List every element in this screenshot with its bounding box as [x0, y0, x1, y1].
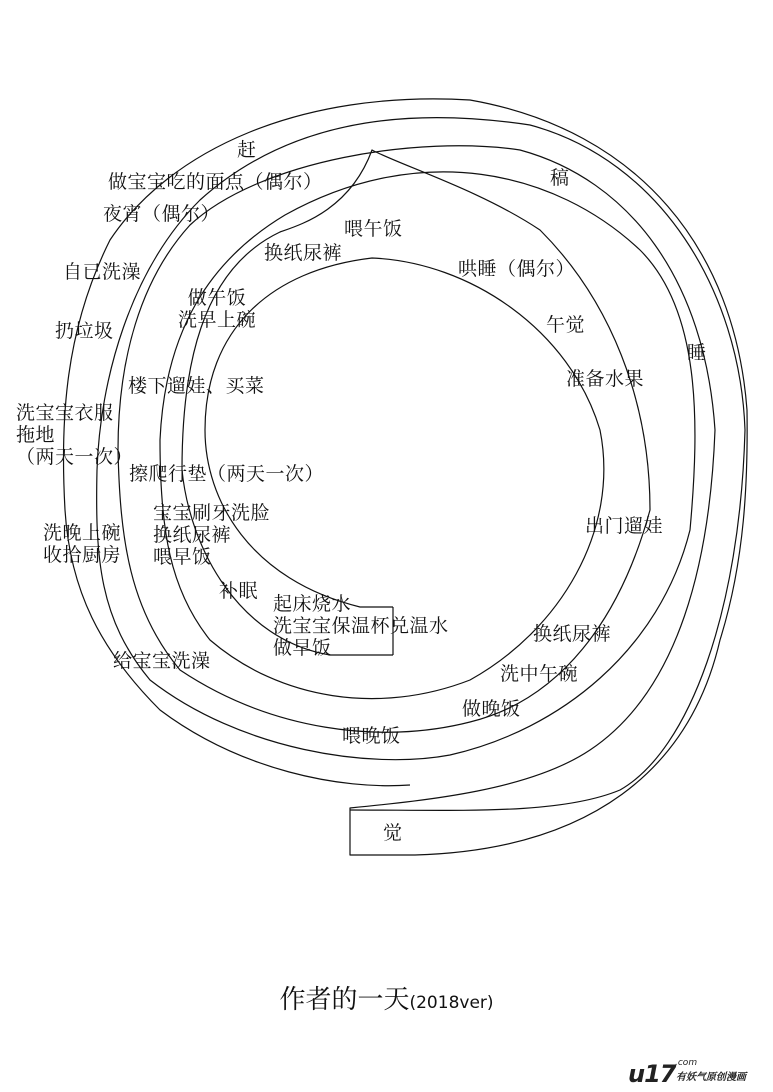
label-cook-dinner: 做晚饭	[462, 698, 521, 720]
watermark-domain: .com	[675, 1058, 698, 1068]
label-make-baby-snacks: 做宝宝吃的面点（偶尔）	[108, 171, 323, 193]
watermark-slogan: 有妖气原创漫画	[676, 1072, 746, 1083]
label-feed-lunch: 喂午饭	[344, 218, 403, 240]
label-clean-crawl-mat: 擦爬行垫（两天一次）	[129, 463, 325, 485]
label-sleep: 睡	[687, 342, 707, 364]
title-sub: (2018ver)	[409, 993, 494, 1013]
label-take-out-trash: 扔垃圾	[55, 320, 114, 342]
label-bathe-baby: 给宝宝洗澡	[113, 650, 211, 672]
label-wash-dinner-dishes: 洗晚上碗 收拾厨房	[43, 522, 122, 566]
label-brush-teeth-wash-face: 宝宝刷牙洗脸 换纸尿裤 喂早饭	[153, 502, 271, 568]
label-self-bath: 自已洗澡	[63, 261, 142, 283]
label-change-diaper-morning: 换纸尿裤	[264, 242, 343, 264]
label-go-out-walk-baby: 出门遛娃	[585, 515, 664, 537]
label-wake-boil-water: 起床烧水 洗宝宝保温杯兑温水 做早饭	[273, 593, 449, 659]
label-catch-up-sleep: 补眠	[219, 580, 259, 602]
page-title	[0, 985, 773, 1018]
watermark-logo: u17	[628, 1060, 676, 1088]
label-draft: 稿	[550, 167, 570, 189]
label-coax-to-sleep: 哄睡（偶尔）	[458, 258, 576, 280]
label-laundry-mop: 洗宝宝衣服 拖地 （两天一次）	[16, 402, 134, 468]
label-feed-dinner: 喂晚饭	[342, 725, 401, 747]
label-cook-lunch: 做午饭 洗早上碗	[178, 287, 257, 331]
label-end-sleep: 觉	[383, 822, 403, 844]
label-rush: 赶	[237, 139, 257, 161]
label-afternoon-nap: 午觉	[546, 314, 586, 336]
label-late-snack: 夜宵（偶尔）	[103, 203, 221, 225]
site-watermark	[628, 1058, 768, 1088]
label-walk-baby-buy-groceries: 楼下遛娃、买菜	[128, 375, 265, 397]
label-wash-lunch-dishes: 洗中午碗	[500, 663, 579, 685]
title-main: 作者的一天	[279, 985, 410, 1015]
label-prepare-fruit: 准备水果	[566, 368, 645, 390]
label-change-diaper-afternoon: 换纸尿裤	[533, 623, 612, 645]
